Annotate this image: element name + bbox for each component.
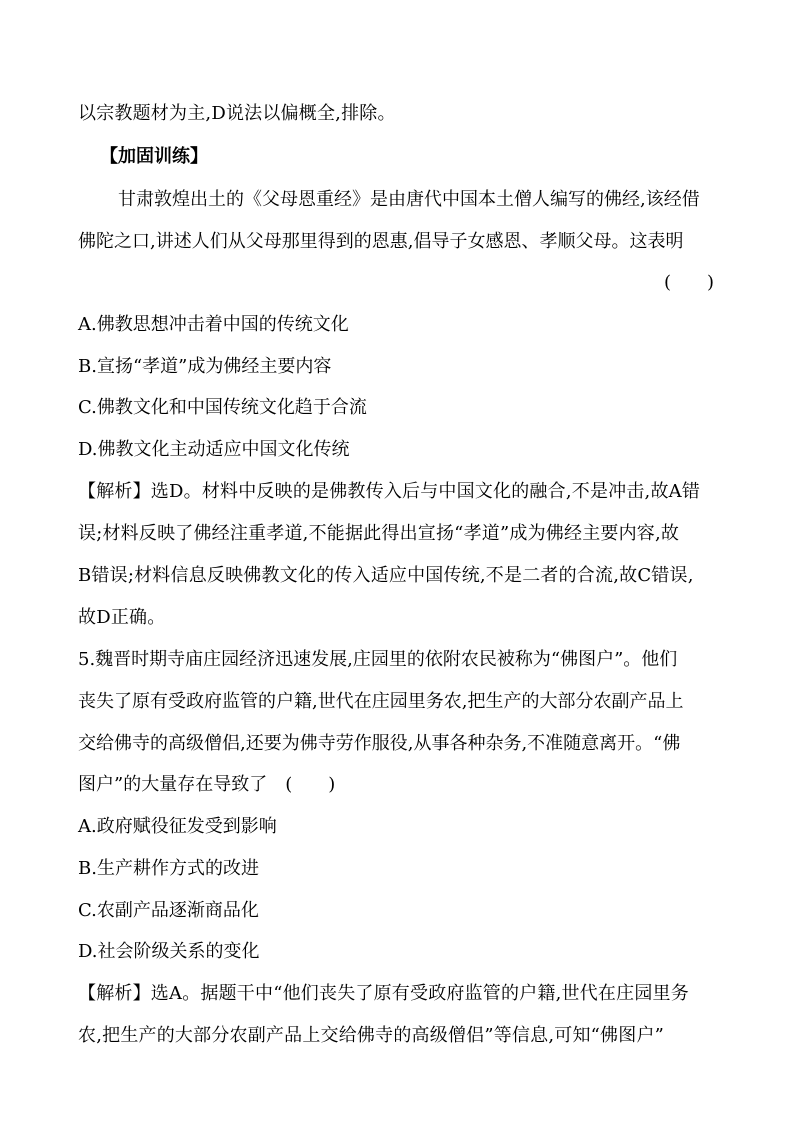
q5-option-c: C.农副产品逐渐商品化 (78, 900, 259, 921)
q5-option-b: B.生产耕作方式的改进 (78, 858, 259, 879)
carryover-analysis-line: 以宗教题材为主,D说法以偏概全,排除。 (78, 103, 396, 124)
q5-stem-line-4: 图户”的大量存在导致了 ( ) (78, 774, 336, 795)
reinforce-analysis-line-4: 故D正确。 (78, 607, 166, 628)
q5-option-a: A.政府赋役征发受到影响 (78, 816, 277, 837)
q5-stem-line-1: 5.魏晋时期寺庙庄园经济迅速发展,庄园里的依附农民被称为“佛图户”。他们 (78, 649, 678, 670)
reinforce-option-d: D.佛教文化主动适应中国文化传统 (78, 439, 350, 460)
reinforce-option-b: B.宣扬“孝道”成为佛经主要内容 (78, 356, 332, 377)
reinforce-analysis-line-1: 【解析】选D。材料中反映的是佛教传入后与中国文化的融合,不是冲击,故A错 (78, 481, 701, 502)
reinforce-option-a: A.佛教思想冲击着中国的传统文化 (78, 314, 349, 335)
q5-stem-line-3: 交给佛寺的高级僧侣,还要为佛寺劳作服役,从事各种杂务,不准随意离开。“佛 (78, 733, 681, 754)
reinforce-answer-paren: ( ) (664, 272, 715, 293)
reinforce-heading: 【加固训练】 (100, 146, 208, 167)
reinforce-stem-line-2: 佛陀之口,讲述人们从父母那里得到的恩惠,倡导子女感恩、孝顺父母。这表明 (78, 231, 684, 252)
reinforce-option-c: C.佛教文化和中国传统文化趋于合流 (78, 397, 367, 418)
q5-stem-line-2: 丧失了原有受政府监管的户籍,世代在庄园里务农,把生产的大部分农副产品上 (78, 691, 684, 712)
reinforce-analysis-line-3: B错误;材料信息反映佛教文化的传入适应中国传统,不是二者的合流,故C错误, (78, 565, 694, 586)
reinforce-stem-line-1: 甘肃敦煌出土的《父母恩重经》是由唐代中国本土僧人编写的佛经,该经借 (118, 189, 700, 210)
q5-option-d: D.社会阶级关系的变化 (78, 941, 260, 962)
q5-analysis-line-1: 【解析】选A。据题干中“他们丧失了原有受政府监管的户籍,世代在庄园里务 (78, 983, 689, 1004)
q5-analysis-line-2: 农,把生产的大部分农副产品上交给佛寺的高级僧侣”等信息,可知“佛图户” (78, 1025, 665, 1046)
reinforce-analysis-line-2: 误;材料反映了佛经注重孝道,不能据此得出宣扬“孝道”成为佛经主要内容,故 (78, 523, 680, 544)
